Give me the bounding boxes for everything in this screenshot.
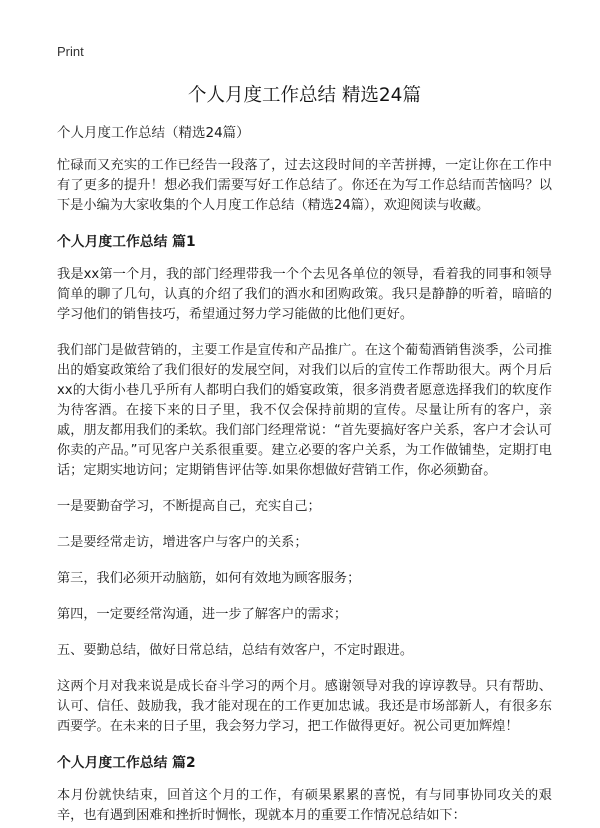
section2-paragraph-1: 本月份就快结束，回首这个月的工作，有硕果累累的喜悦，有与同事协同攻关的艰辛，也有遇到困难和挫折时惆怅，现就本月的重要工作情况总结如下： bbox=[57, 788, 552, 823]
section1-point-1: 一是要勤奋学习，不断提高自己，充实自己； bbox=[57, 499, 321, 514]
section1-point-3: 第三，我们必须开动脑筋，如何有效地为顾客服务； bbox=[57, 571, 361, 586]
document-subtitle: 个人月度工作总结（精选24篇） bbox=[57, 125, 250, 141]
page-title: 个人月度工作总结 精选24篇 bbox=[188, 85, 421, 106]
print-link[interactable]: Print bbox=[57, 44, 84, 59]
section1-point-4: 第四，一定要经常沟通，进一步了解客户的需求； bbox=[57, 607, 348, 622]
section1-paragraph-3: 这两个月对我来说是成长奋斗学习的两个月。感谢领导对我的谆谆教导。只有帮助、认可、信任、鼓励我，我才能对现在的工作更加忠诚。我还是市场部新人，有很多东西要学。在未来的日子里，我会努力学习，把工作做得更好。祝公司更加辉煌！ bbox=[57, 679, 552, 734]
section-heading-2: 个人月度工作总结 篇2 bbox=[57, 755, 196, 771]
section-heading-1: 个人月度工作总结 篇1 bbox=[57, 234, 196, 250]
section1-point-5: 五、要勤总结，做好日常总结，总结有效客户，不定时跟进。 bbox=[57, 643, 414, 658]
section1-point-2: 二是要经常走访，增进客户与客户的关系； bbox=[57, 535, 308, 550]
section1-paragraph-1: 我是xx第一个月，我的部门经理带我一个个去见各单位的领导，看着我的同事和领导简单的聊了几句，认真的介绍了我们的酒水和团购政策。我只是静静的听着，暗暗的学习他们的销售技巧，希望通过努力学习能做的比他们更好。 bbox=[57, 267, 552, 322]
intro-paragraph: 忙碌而又充实的工作已经告一段落了，过去这段时间的辛苦拼搏，一定让你在工作中有了更多的提升！想必我们需要写好工作总结了。你还在为写工作总结而苦恼吗？以下是小编为大家收集的个人月度工作总结（精选24篇），欢迎阅读与收藏。 bbox=[57, 158, 552, 213]
section1-paragraph-2: 我们部门是做营销的，主要工作是宣传和产品推广。在这个葡萄酒销售淡季，公司推出的婚宴政策给了我们很好的发展空间，对我们以后的宣传工作帮助很大。两个月后xx的大街小巷几乎所有人都明白我们的婚宴政策，很多消费者愿意选择我们的软度作为待客酒。在接下来的日子里，我不仅会保持前期的宣传。尽量让所有的客户，亲戚，朋友都用我们的柔软。我们部门经理常说：“首先要搞好客户关系，客户才会认可你卖的产品。”可见客户关系很重要。建立必要的客户关系，为工作做铺垫，定期打电话；定期实地访问；定期销售评估等.如果你想做好营销工作，你必须勤奋。 bbox=[57, 343, 552, 478]
